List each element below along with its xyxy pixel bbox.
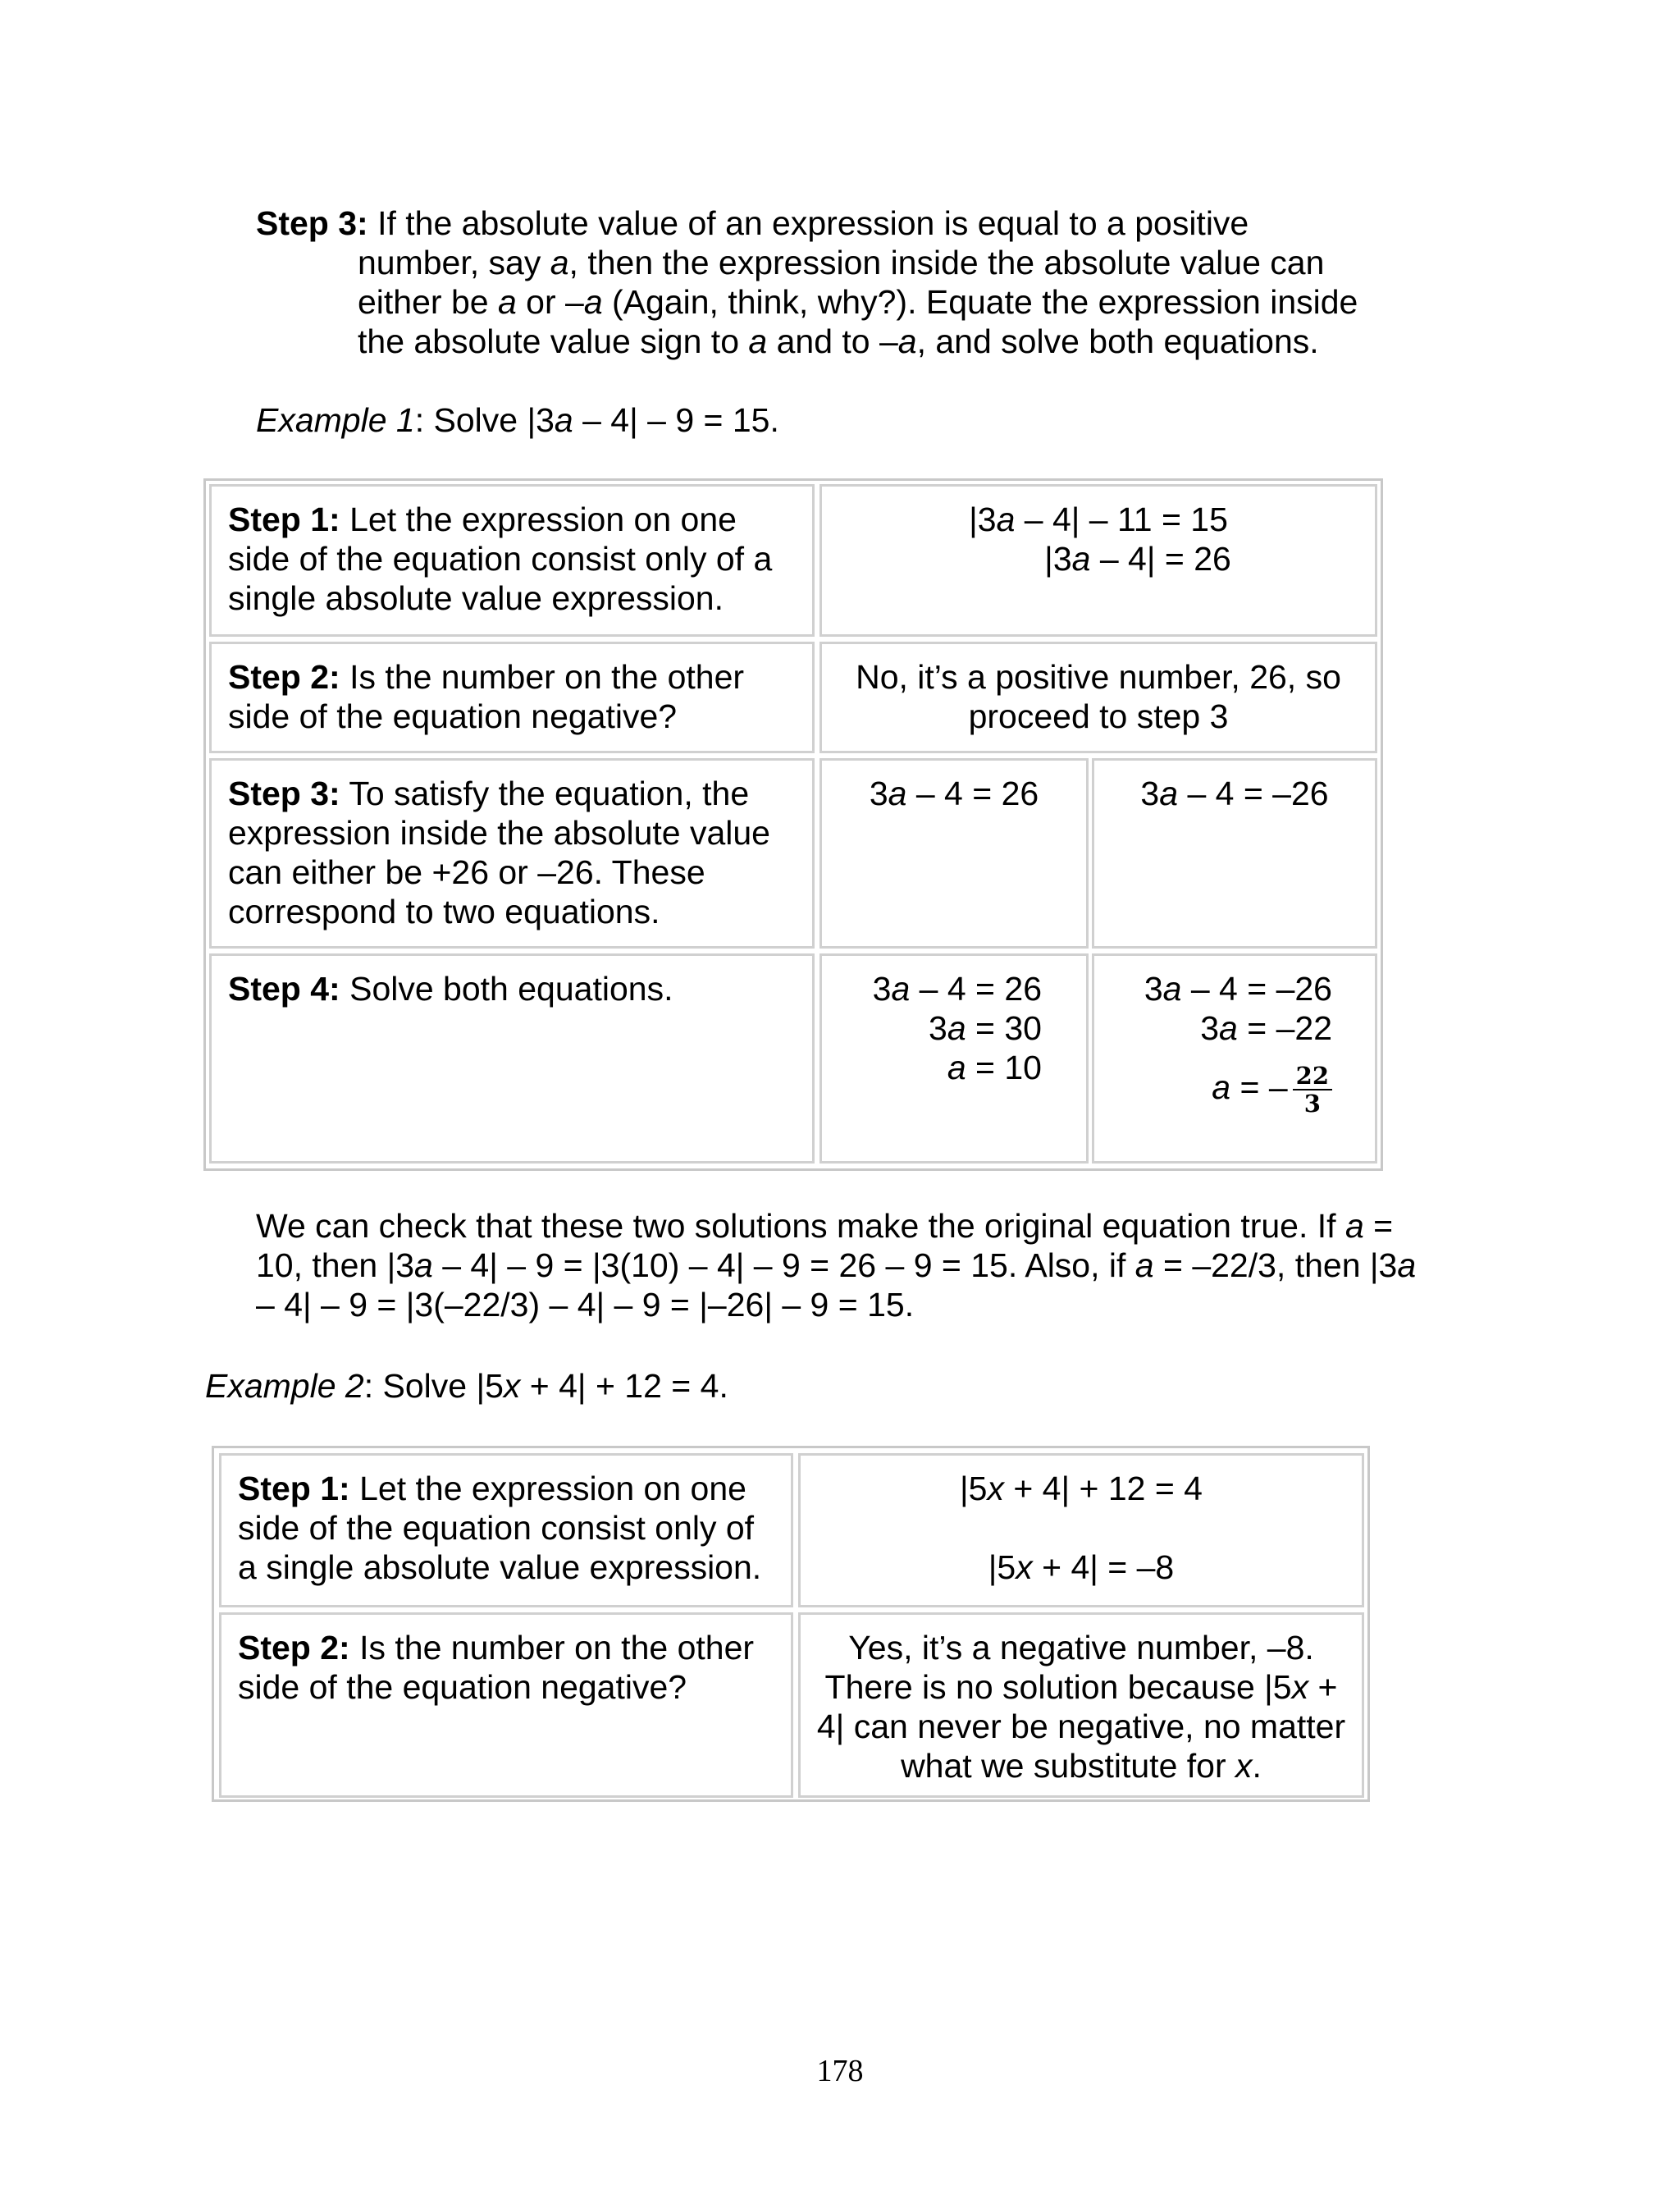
answer-line: proceed to step 3 bbox=[968, 697, 1229, 735]
step-label: Step 3: bbox=[228, 775, 340, 812]
equation-line: |5x + 4| = –8 bbox=[988, 1548, 1175, 1586]
equation-line: |3a – 4| = 26 bbox=[1044, 540, 1231, 578]
verification-paragraph: We can check that these two solutions make the original equation true. If a = 10, then |3a – 4| – 9 = |3(10) – 4| – 9 = 26 – 9 = 15. Also, if a = –22/3, then |3a – 4| – 9 = |3(–22/3) – 4| – 9 = |–26| – 9 = 15. bbox=[256, 1207, 1417, 1324]
intro-text: , and solve both equations. bbox=[916, 322, 1319, 360]
example-text: + 4| + 12 = 4. bbox=[520, 1367, 728, 1405]
example-label: Example 2 bbox=[205, 1367, 364, 1405]
example1-heading bbox=[256, 400, 779, 440]
solution-line: 3a – 4 = 26 bbox=[872, 970, 1042, 1008]
step-label: Step 3: bbox=[256, 204, 368, 242]
example2-heading bbox=[205, 1366, 728, 1406]
example-text: : Solve |5 bbox=[363, 1367, 504, 1405]
step2-description-cell bbox=[209, 642, 815, 753]
fraction: $\frac{22}{3}$ bbox=[1293, 1063, 1332, 1117]
answer-line: No, it’s a positive number, 26, so bbox=[856, 658, 1341, 696]
step-label: Step 4: bbox=[228, 970, 340, 1008]
intro-text: or – bbox=[516, 283, 584, 321]
solution-line: a = 10 bbox=[947, 1049, 1042, 1086]
step4-negative-solution-cell bbox=[1092, 953, 1377, 1164]
step1-description-cell bbox=[219, 1453, 793, 1607]
intro-text: either be bbox=[358, 283, 498, 321]
solution-line: 3a = 30 bbox=[929, 1009, 1042, 1047]
step-text: Let the expression on one side of the equation consist only of a single absolute value expression. bbox=[238, 1470, 762, 1586]
variable: a bbox=[554, 401, 573, 439]
intro-text: , then the expression inside the absolute value can bbox=[568, 244, 1325, 281]
equation-line: |5x + 4| + 12 = 4 bbox=[960, 1470, 1203, 1507]
step-text: Solve both equations. bbox=[349, 970, 673, 1008]
step-text: Is the number on the other side of the equation negative? bbox=[228, 658, 745, 735]
step3-positive-case-cell: 3a – 4 = 26 bbox=[819, 758, 1089, 949]
example-text: : Solve |3 bbox=[414, 401, 555, 439]
step2-description-cell bbox=[219, 1612, 793, 1798]
step3-negative-case-cell: 3a – 4 = –26 bbox=[1092, 758, 1377, 949]
example-label: Example 1 bbox=[256, 401, 415, 439]
step-text: To satisfy the equation, the expression inside the absolute value can either be +26 or –26. These correspond to two equations. bbox=[228, 775, 770, 930]
solution-line: 3a – 4 = –26 bbox=[1144, 970, 1332, 1008]
step-label: Step 2: bbox=[228, 658, 340, 696]
intro-text: If the absolute value of an expression is equal to a positive bbox=[377, 204, 1249, 242]
step1-work-cell bbox=[798, 1453, 1364, 1607]
step-label: Step 2: bbox=[238, 1629, 350, 1667]
step2-answer-cell bbox=[819, 642, 1377, 753]
example-text: – 4| – 9 = 15. bbox=[573, 401, 779, 439]
intro-text: the absolute value sign to bbox=[358, 322, 749, 360]
step2-answer-cell: Yes, it’s a negative number, –8. There is no solution because |5x + 4| can never be negative, no matter what we substitute for x. bbox=[798, 1612, 1364, 1798]
step1-description-cell bbox=[209, 484, 815, 637]
variable: a bbox=[550, 244, 569, 281]
intro-text: (Again, think, why?). Equate the expression inside bbox=[602, 283, 1358, 321]
example1-table bbox=[203, 478, 1383, 1171]
step-label: Step 1: bbox=[228, 501, 340, 538]
variable: a bbox=[583, 283, 603, 321]
variable: a bbox=[497, 283, 517, 321]
step4-description-cell bbox=[209, 953, 815, 1164]
variable: a bbox=[897, 322, 917, 360]
step-text: Let the expression on one side of the equation consist only of a single absolute value expression. bbox=[228, 501, 773, 617]
intro-text: and to – bbox=[767, 322, 898, 360]
step3-description-cell bbox=[209, 758, 815, 949]
solution-line: a = – $\frac{22}{3}$ bbox=[1111, 1063, 1332, 1117]
intro-text: number, say bbox=[358, 244, 550, 281]
equation-line: |3a – 4| – 11 = 15 bbox=[969, 501, 1228, 538]
step1-work-cell bbox=[819, 484, 1377, 637]
solution-line: 3a = –22 bbox=[1200, 1009, 1332, 1047]
example2-table bbox=[212, 1446, 1370, 1802]
step4-positive-solution-cell bbox=[819, 953, 1089, 1164]
step-label: Step 1: bbox=[238, 1470, 350, 1507]
variable: a bbox=[748, 322, 768, 360]
step3-intro-paragraph bbox=[256, 203, 1421, 361]
step-text: Is the number on the other side of the equation negative? bbox=[238, 1629, 755, 1706]
page-number: 178 bbox=[816, 2054, 864, 2088]
variable: x bbox=[503, 1367, 521, 1405]
